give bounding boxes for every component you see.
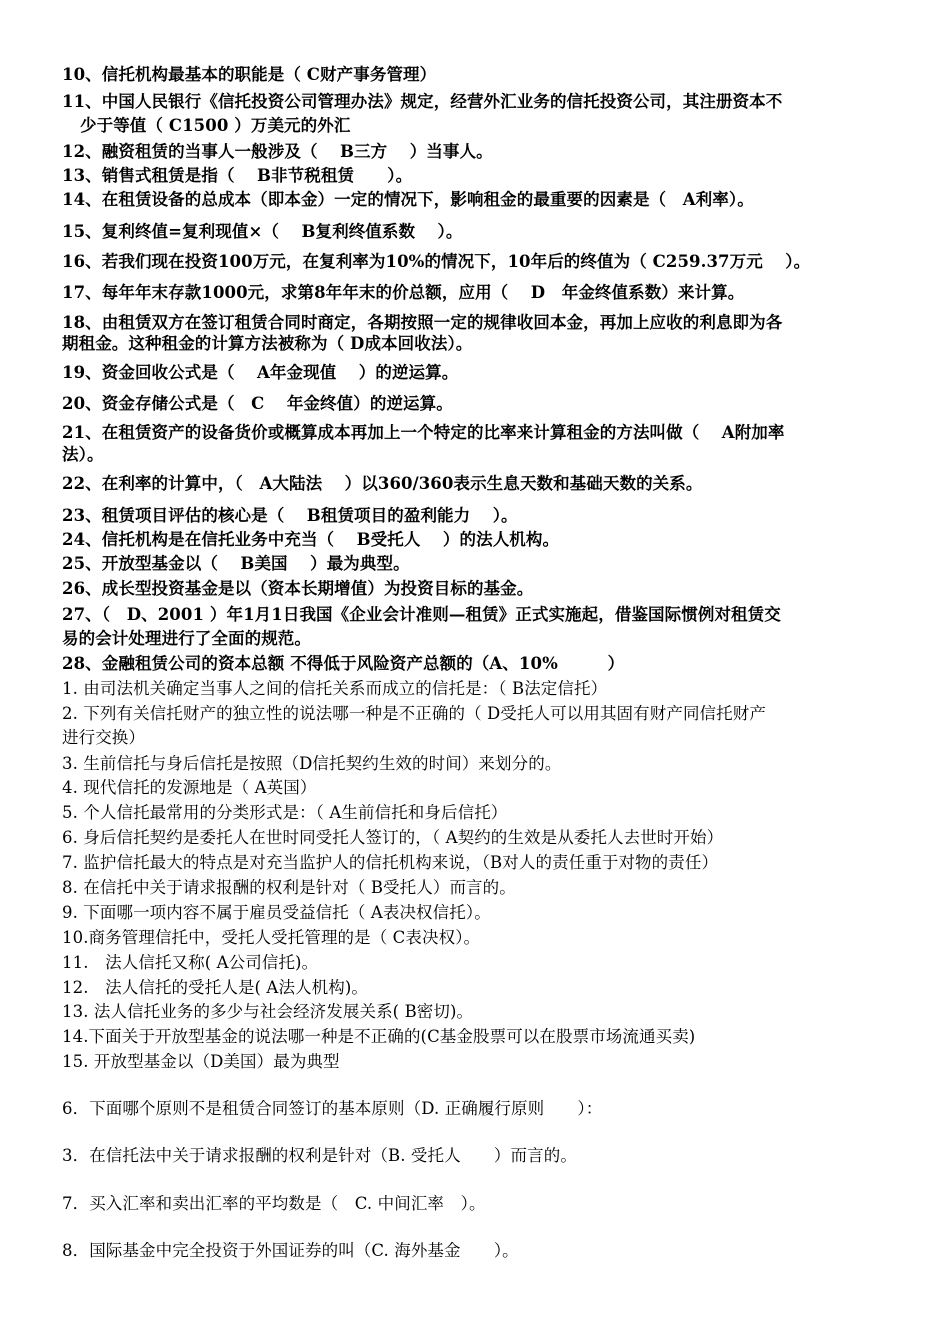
question-line: 17、每年年末存款1000元，求第8年年末的价总额，应用（ D 年金终值系数）来计算。 <box>62 283 745 302</box>
question-line: 8. 在信托中关于请求报酬的权利是针对（ B受托人）而言的。 <box>62 878 516 897</box>
question-line: 27、（ D、2001 ）年1月1日我国《企业会计准则—租赁》正式实施起，借鉴国际惯例对租赁交 <box>62 605 781 624</box>
question-line: 6. 身后信托契约是委托人在世时同受托人签订的，（ A契约的生效是从委托人去世时开始） <box>62 828 724 847</box>
question-line: 12. 法人信托的受托人是( A法人机构)。 <box>62 978 368 997</box>
question-line: 22、在利率的计算中，（ A大陆法 ）以360/360表示生息天数和基础天数的关系。 <box>62 474 703 493</box>
question-line: 8．国际基金中完全投资于外国证券的叫（C. 海外基金 ）。 <box>62 1241 519 1260</box>
question-line: 21、在租赁资产的设备货价或概算成本再加上一个特定的比率来计算租金的方法叫做（ A附加率 <box>62 423 785 442</box>
question-line: 法）。 <box>62 445 104 464</box>
question-line: 13. 法人信托业务的多少与社会经济发展关系( B密切)。 <box>62 1002 474 1021</box>
question-line: 20、资金存储公式是（ C 年金终值）的逆运算。 <box>62 394 453 413</box>
question-line: 3. 生前信托与身后信托是按照（D信托契约生效的时间）来划分的。 <box>62 754 562 773</box>
question-line: 9. 下面哪一项内容不属于雇员受益信托（ A表决权信托）。 <box>62 903 491 922</box>
question-line: 24、信托机构是在信托业务中充当（ B受托人 ）的法人机构。 <box>62 530 560 549</box>
question-line: 18、由租赁双方在签订租赁合同时商定，各期按照一定的规律收回本金，再加上应收的利息即为各 <box>62 313 783 332</box>
question-line: 19、资金回收公式是（ A年金现值 ）的逆运算。 <box>62 363 459 382</box>
question-line: 5. 个人信托最常用的分类形式是：（ A生前信托和身后信托） <box>62 803 508 822</box>
question-line: 11. 法人信托又称( A公司信托)。 <box>62 953 319 972</box>
question-line: 1. 由司法机关确定当事人之间的信托关系而成立的信托是：（ B法定信托） <box>62 679 608 698</box>
question-line: 16、若我们现在投资100万元，在复利率为10%的情况下，10年后的终值为（ C259.37万元 ）。 <box>62 252 811 271</box>
question-line: 6．下面哪个原则不是租赁合同签订的基本原则（D. 正确履行原则 ）： <box>62 1099 603 1118</box>
question-line: 7. 监护信托最大的特点是对充当监护人的信托机构来说，（B对人的责任重于对物的责任） <box>62 853 719 872</box>
question-line: 28、金融租赁公司的资本总额 不得低于风险资产总额的（A、10% ） <box>62 654 625 673</box>
question-line: 易的会计处理进行了全面的规范。 <box>62 629 311 648</box>
question-line: 15. 开放型基金以（D美国）最为典型 <box>62 1052 340 1071</box>
question-line: 11、中国人民银行《信托投资公司管理办法》规定，经营外汇业务的信托投资公司，其注册资本不 <box>62 92 783 111</box>
question-line: 3．在信托法中关于请求报酬的权利是针对（B. 受托人 ）而言的。 <box>62 1146 577 1165</box>
question-line: 12、融资租赁的当事人一般涉及（ B三方 ）当事人。 <box>62 142 493 161</box>
question-line: 期租金。这种租金的计算方法被称为（ D成本回收法）。 <box>62 334 473 353</box>
question-line: 25、开放型基金以（ B美国 ）最为典型。 <box>62 554 410 573</box>
question-line: 2. 下列有关信托财产的独立性的说法哪一种是不正确的（ D受托人可以用其固有财产同信托财产 <box>62 704 766 723</box>
question-line: 7．买入汇率和卖出汇率的平均数是（ C. 中间汇率 ）。 <box>62 1194 486 1213</box>
question-line: 4. 现代信托的发源地是（ A英国） <box>62 778 317 797</box>
question-line: 14、在租赁设备的总成本（即本金）一定的情况下，影响租金的最重要的因素是（ A利率）。 <box>62 190 754 209</box>
question-line: 10.商务管理信托中，受托人受托管理的是（ C表决权）。 <box>62 928 481 947</box>
question-line: 进行交换） <box>62 728 145 747</box>
question-line: 23、租赁项目评估的核心是（ B租赁项目的盈利能力 ）。 <box>62 506 518 525</box>
question-line: 15、复利终值=复利现值×（ B复利终值系数 ）。 <box>62 222 463 241</box>
question-line: 少于等值（ C1500 ）万美元的外汇 <box>80 116 351 135</box>
question-line: 13、销售式租赁是指（ B非节税租赁 ）。 <box>62 166 413 185</box>
question-line: 10、信托机构最基本的职能是（ C财产事务管理） <box>62 65 437 84</box>
question-line: 14.下面关于开放型基金的说法哪一种是不正确的(C基金股票可以在股票市场流通买卖) <box>62 1027 696 1046</box>
question-line: 26、成长型投资基金是以（资本长期增值）为投资目标的基金。 <box>62 579 534 598</box>
